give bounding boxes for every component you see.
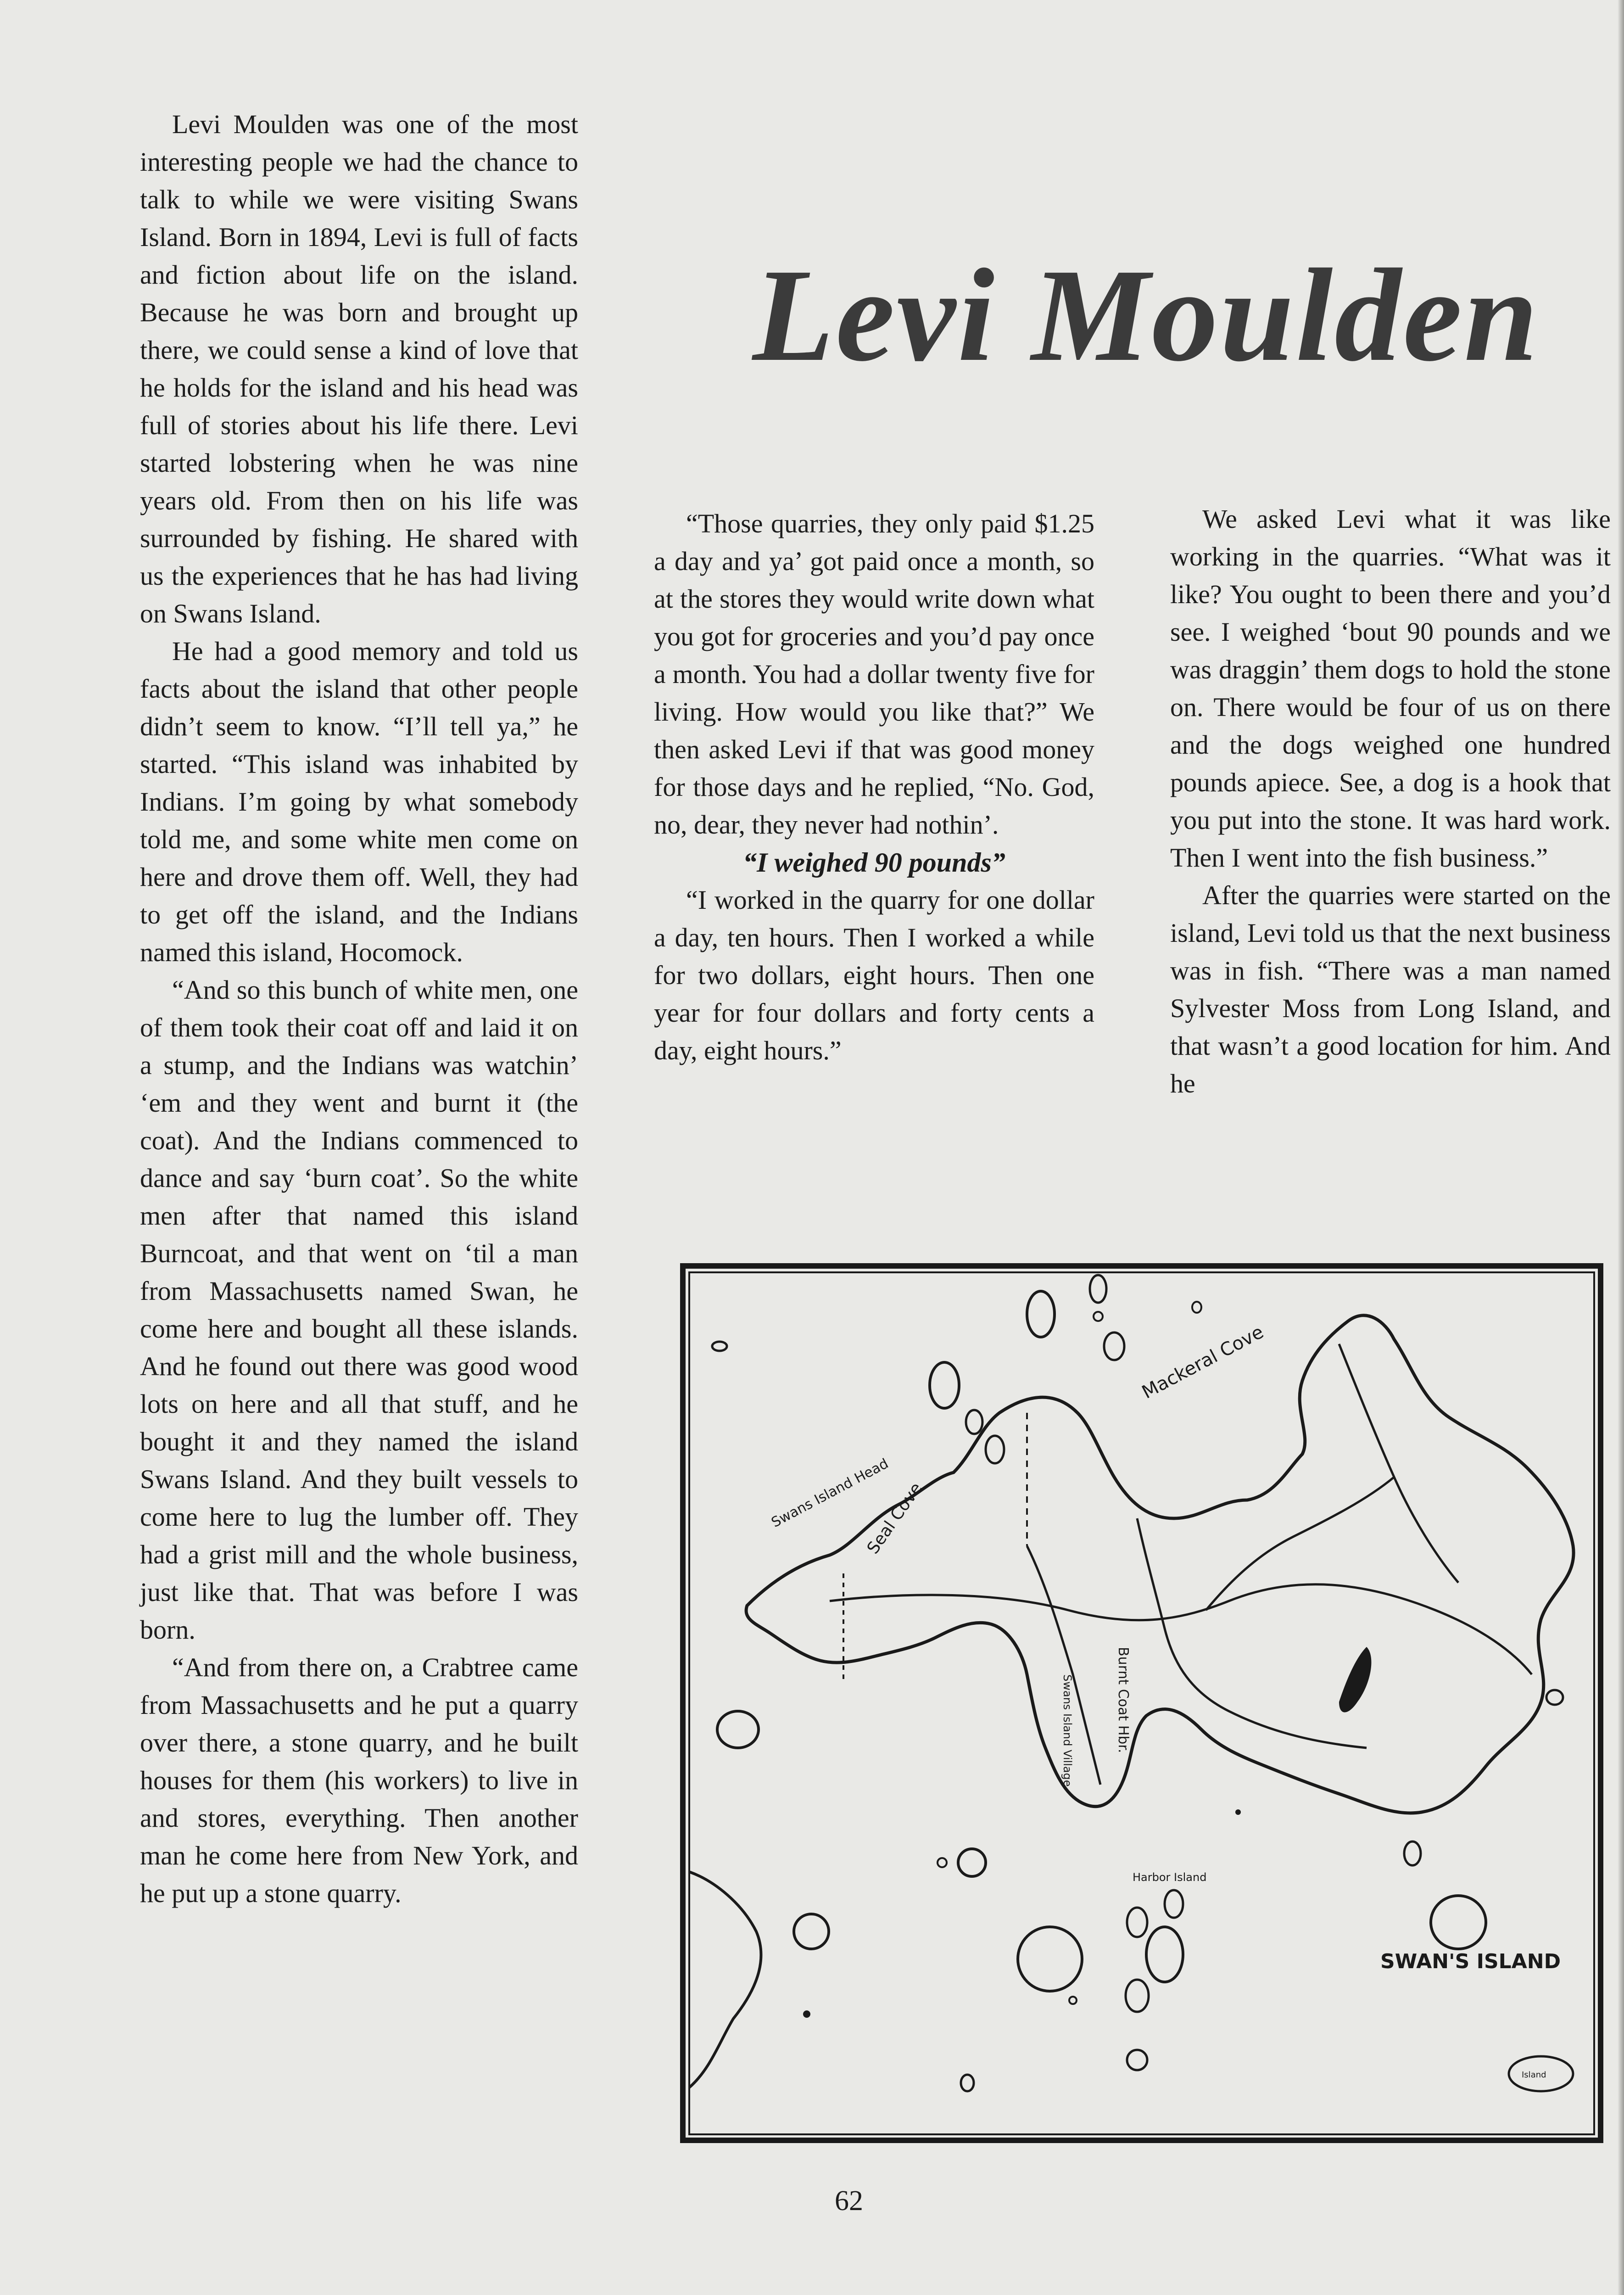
map-islet-14 [1127, 1908, 1147, 1937]
map-label-island-tag: Island [1522, 2070, 1546, 2080]
map-islet-25 [1431, 1896, 1486, 1949]
page-number: 62 [835, 2185, 863, 2217]
map-islet-22 [961, 2075, 974, 2091]
map-islet-9 [1192, 1302, 1201, 1313]
map-islet-20 [794, 1914, 829, 1949]
map-label-mackeral-cove: Mackeral Cove [1138, 1321, 1267, 1403]
map-islet-23 [1546, 1690, 1563, 1705]
map-label-seal-cove: Seal Cove [863, 1479, 926, 1558]
column-2-paragraph-1: “Those quarries, they only paid $1.25 a day and ya’ got paid once a month, so at the stores they would write down what you got for groceries and you’d pay once a month. You had a dollar twenty five for living. How would you like that?” We then asked Levi if that was good money for those days and he replied, “No. God, no, dear, they never had nothin’. [654, 509, 1094, 840]
map-label-swans-island-village: Swans Island Village [1061, 1674, 1074, 1787]
map-islet-6 [1090, 1275, 1106, 1303]
subheading: “I weighed 90 pounds” [743, 847, 1005, 878]
map-islet-8 [1104, 1332, 1124, 1360]
column-2 [654, 505, 1094, 1069]
column-3-paragraph-1: We asked Levi what it was like working in the quarries. “What was it like? You ought to been there and you’d see. I weighed ‘bout 90 pounds and we was draggin’ them dogs to hold the stone on. There would be four of us on there and the dogs weighed one hundred pounds apiece. See, a dog is a hook that you put into the stone. It was hard work. Then I went into the fish business.” [1170, 504, 1611, 873]
map-islet-1 [712, 1342, 727, 1351]
column-3 [1170, 500, 1611, 1103]
column-1-paragraph-4: “And from there on, a Crabtree came from Massachusetts and he put a quarry over there, a stone quarry, and he built houses for them (his workers) to live in and stores, everything. Then another man he come here from New York, and he put up a stone quarry. [140, 1652, 578, 1908]
map-islet-13 [1018, 1927, 1082, 1991]
map-islet-21 [803, 2010, 810, 2018]
map-islet-16 [1165, 1890, 1183, 1918]
map-label-swans-island-head: Swans Island Head [769, 1455, 891, 1531]
map-road-1 [830, 1584, 1532, 1674]
map-islet-4 [986, 1436, 1004, 1463]
map-title: SWAN'S ISLAND [1380, 1950, 1561, 1973]
map-road-3 [1137, 1518, 1367, 1748]
column-2-paragraph-2: “I worked in the quarry for one dollar a day, ten hours. Then I worked a while for two dollars, eight hours. Then one year for four dollars and forty cents a day, eight hours.” [654, 885, 1094, 1065]
column-1-paragraph-3: “And so this bunch of white men, one of them took their coat off and laid it on a stump, and the Indians was watchin’ ‘em and they went and burnt it (the coat). And the Indians commenced to dance and say ‘burn coat’. So the white men after that named this island Burncoat, and that went on ‘til a man from Massachusetts named Swan, he come here and bought all these islands. And he found out there was good wood lots on here and all that stuff, and he bought it and they named the island Swans Island. And they built vessels to come here to lug the lumber off. They had a grist mill and the whole business, just like that. That was before I was born. [140, 975, 578, 1645]
map-islet-5 [1027, 1291, 1055, 1337]
map-label-harbor-island: Harbor Island [1133, 1871, 1207, 1884]
article-title: Levi Moulden [753, 241, 1540, 389]
page-binding-edge [1618, 0, 1624, 2295]
column-1-paragraph-1: Levi Moulden was one of the most interesting people we had the chance to talk to while we were visiting Swans Island. Born in 1894, Levi is full of facts and fiction about life on the island. Because he was born and brought up there, we could sense a kind of love that he holds for the island and his head was full of stories about his life there. Levi started lobstering when he was nine years old. From then on his life was surrounded by fishing. He shared with us the experiences that he has had living on Swans Island. [140, 109, 578, 628]
map-pond [1339, 1647, 1371, 1713]
map-islet-17 [1126, 1980, 1149, 2012]
map-islet-24 [1404, 1842, 1421, 1865]
map-islet-2 [930, 1362, 959, 1408]
column-3-paragraph-2: After the quarries were started on the island, Levi told us that the next business was in fish. “There was a man named Sylvester Moss from Long Island, and that wasn’t a good location for him. And he [1170, 880, 1611, 1098]
column-1-paragraph-2: He had a good memory and told us facts about the island that other people didn’t seem to know. “I’ll tell ya,” he started. “This island was inhabited by Indians. I’m going by what somebody told me, and some white men come on here and drove them off. Well, they had to get off the island, and the Indians named this island, Hocomock. [140, 636, 578, 967]
map-inner-frame [689, 1272, 1594, 2134]
left-landmass-outline [689, 1872, 761, 2088]
map-islet-15 [1146, 1927, 1183, 1982]
map-islet-27 [1235, 1809, 1241, 1815]
map-islet-11 [958, 1849, 986, 1876]
map-road-4 [1339, 1344, 1458, 1583]
hand-drawn-map-drawing [678, 1261, 1606, 2147]
swans-island-map [678, 1261, 1606, 2147]
map-islet-12 [938, 1858, 947, 1867]
map-islet-19 [1127, 2050, 1147, 2070]
map-islet-3 [966, 1410, 982, 1434]
map-label-burnt-coat-hbr: Burnt Coat Hbr. [1115, 1647, 1131, 1753]
column-1 [140, 106, 578, 1912]
map-islet-7 [1094, 1312, 1103, 1321]
map-islet-18 [1069, 1997, 1077, 2004]
map-islet-10 [717, 1711, 759, 1748]
